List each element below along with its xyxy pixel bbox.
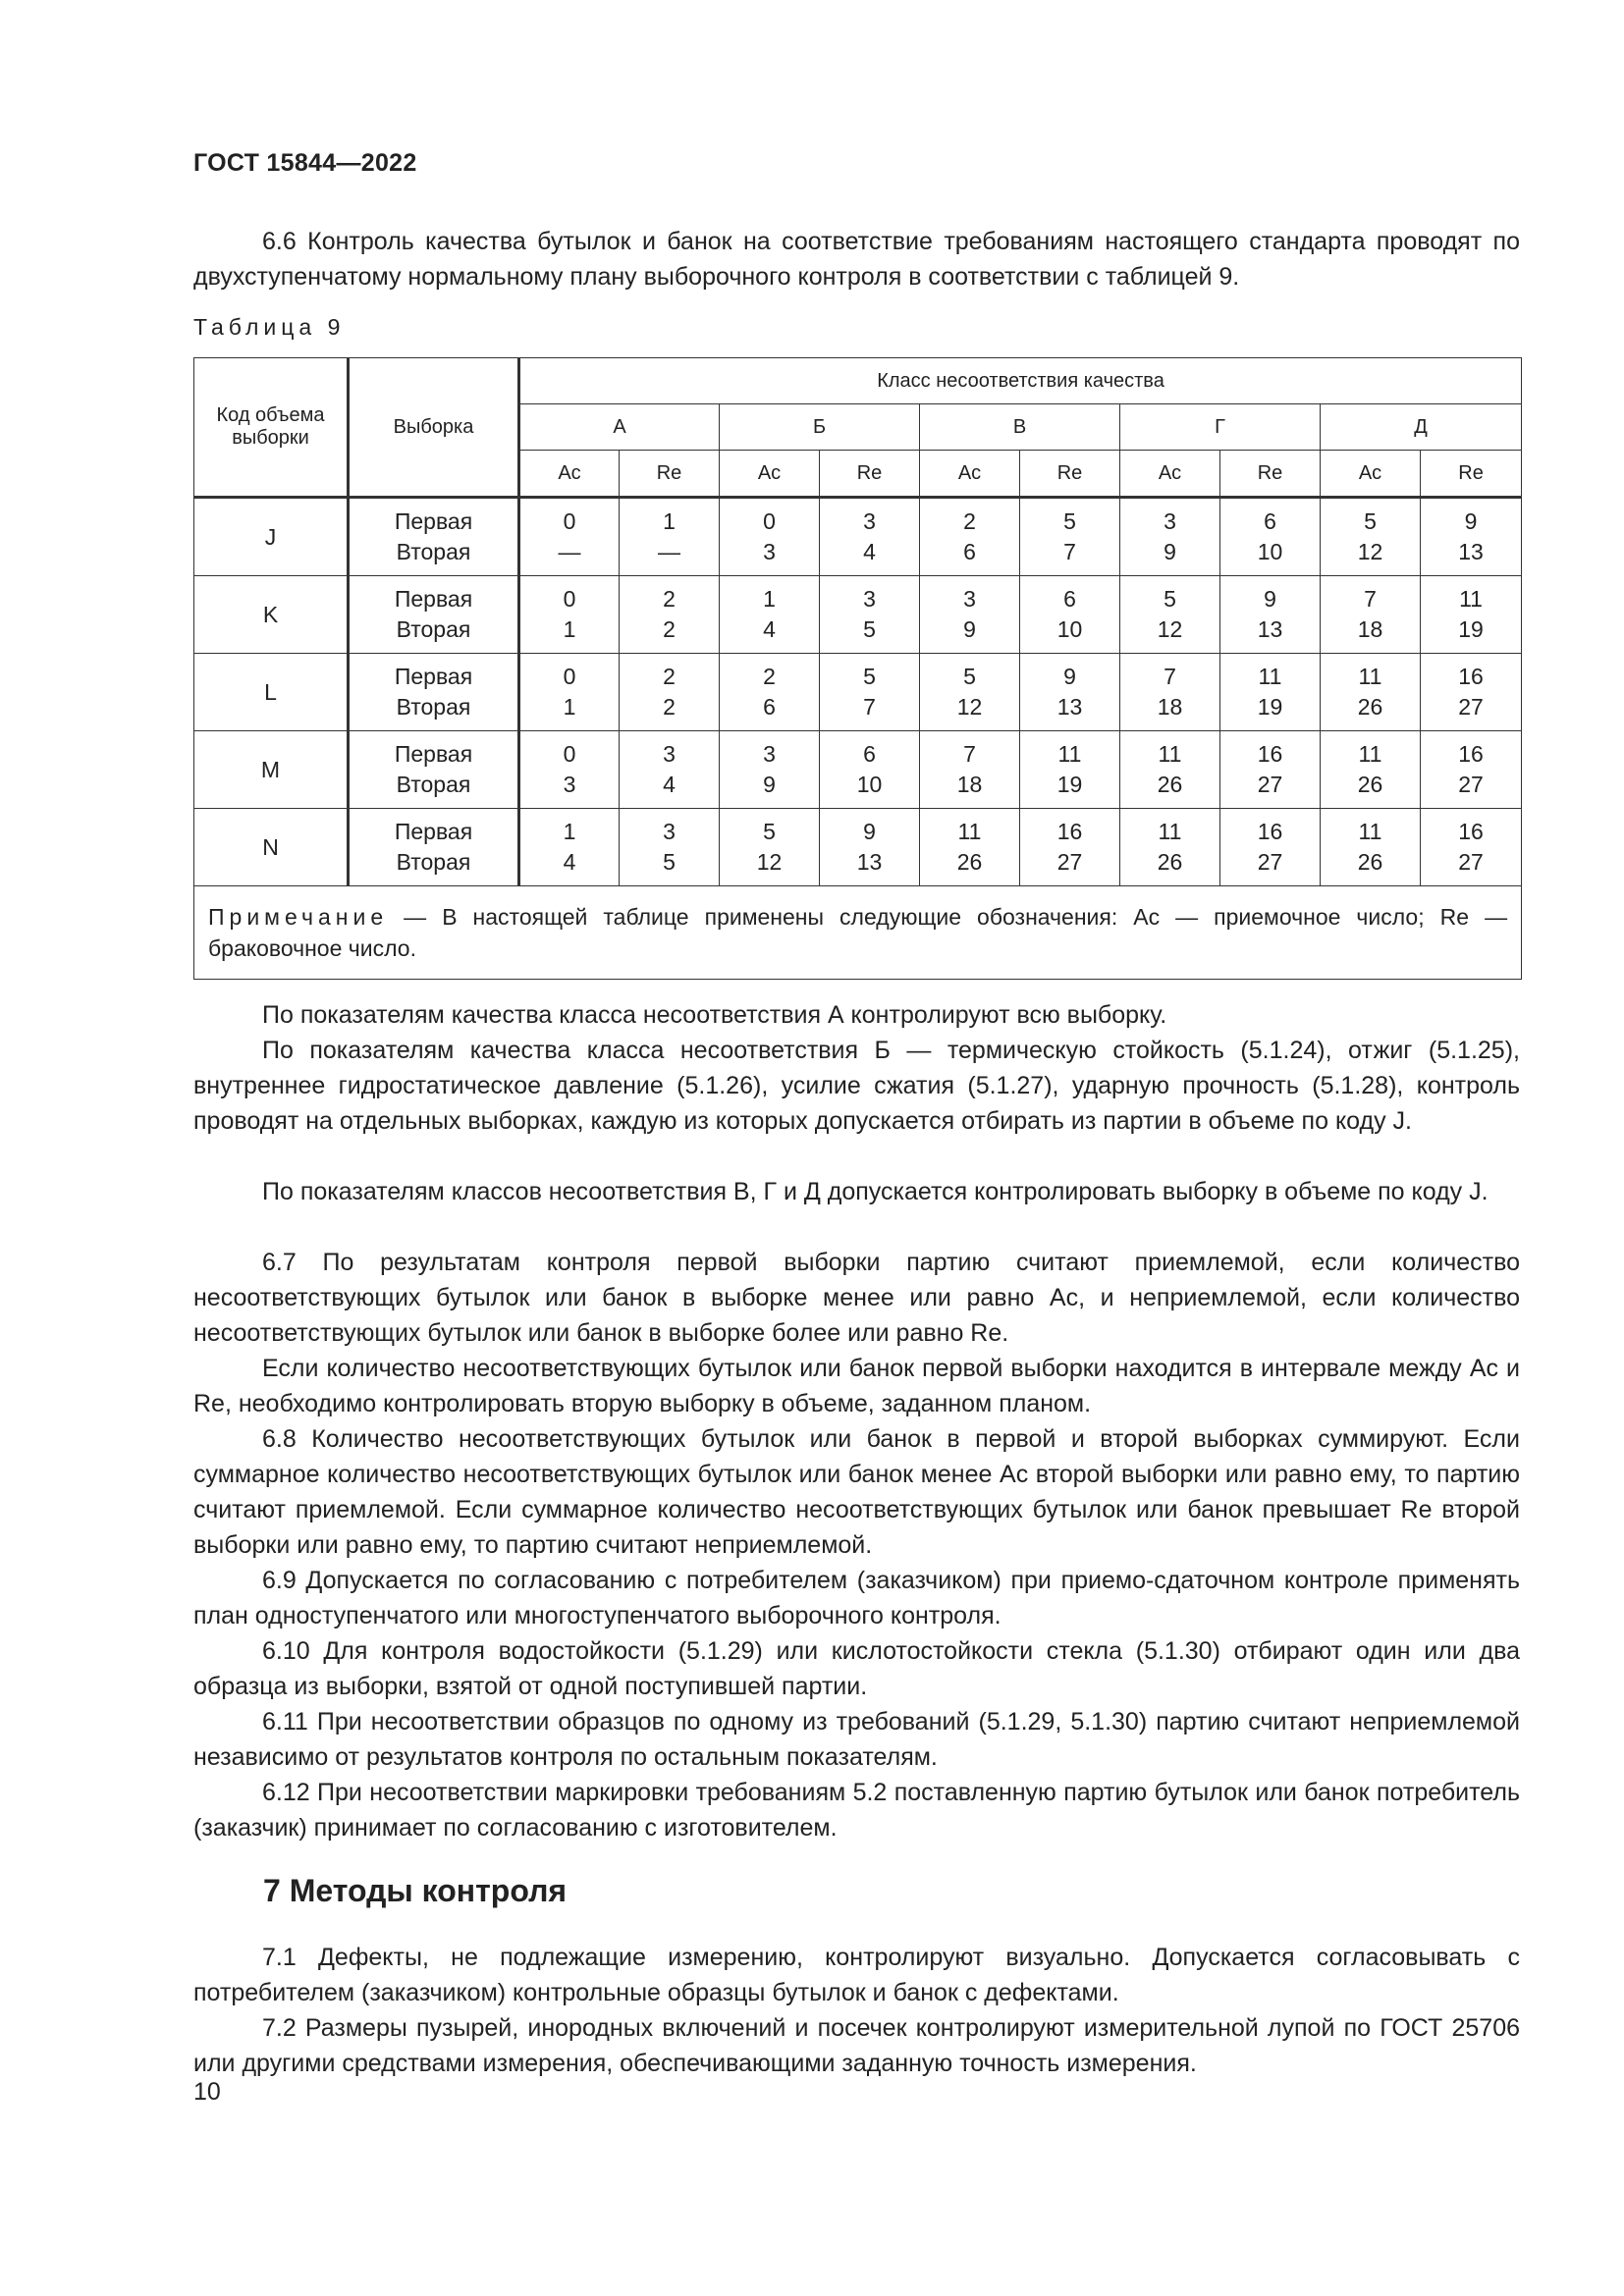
ac-value-cell xyxy=(1321,498,1421,576)
first-sample-value: 11 xyxy=(1057,741,1082,767)
ac-value-cell xyxy=(519,576,620,654)
first-sample-value: 11 xyxy=(1158,819,1182,844)
second-sample-value: 27 xyxy=(1458,694,1484,720)
header-re: Re xyxy=(620,451,720,498)
second-sample-value: 7 xyxy=(863,694,876,720)
table-note-label: Примечание xyxy=(208,904,389,930)
ac-value-cell xyxy=(1120,576,1220,654)
first-sample-value: 9 xyxy=(863,819,876,844)
ac-value-cell xyxy=(519,654,620,731)
first-sample-value: 6 xyxy=(863,741,876,767)
second-sample-value: 10 xyxy=(1056,616,1083,642)
re-value-cell xyxy=(1421,809,1522,886)
table-row xyxy=(194,654,1522,731)
re-value-cell xyxy=(1421,576,1522,654)
second-sample-value: 4 xyxy=(663,772,676,797)
second-sample-value: 13 xyxy=(1056,694,1083,720)
re-value-cell xyxy=(620,654,720,731)
first-sample-value: 11 xyxy=(1158,741,1182,767)
first-sample-value: 0 xyxy=(763,508,776,534)
first-sample-value: 9 xyxy=(1063,664,1076,689)
sample-code-cell: M xyxy=(194,731,349,809)
first-sample-label: Первая xyxy=(394,819,473,844)
first-sample-label: Первая xyxy=(394,664,473,689)
re-value-cell xyxy=(620,576,720,654)
second-sample-value: 27 xyxy=(1458,772,1484,797)
header-ac: Ac xyxy=(720,451,820,498)
first-sample-value: 5 xyxy=(863,664,876,689)
first-sample-label: Первая xyxy=(394,508,473,534)
header-re: Re xyxy=(1421,451,1522,498)
paragraph-6-10: 6.10 Для контроля водостойкости (5.1.29) или кислотостойкости стекла (5.1.30) отбирают один или два образца из выборки, взятой от одной поступившей партии. xyxy=(193,1637,1520,1700)
first-sample-value: 0 xyxy=(563,508,576,534)
first-sample-value: 3 xyxy=(963,586,976,612)
header-ac: Ac xyxy=(1321,451,1421,498)
first-sample-value: 7 xyxy=(963,741,976,767)
ac-value-cell xyxy=(519,498,620,576)
re-value-cell xyxy=(1421,731,1522,809)
second-sample-value: 1 xyxy=(563,694,576,720)
re-value-cell xyxy=(1220,654,1321,731)
second-sample-label: Вторая xyxy=(396,616,471,642)
header-class-d: Д xyxy=(1321,404,1522,451)
second-sample-value: 26 xyxy=(1357,772,1383,797)
first-sample-value: 5 xyxy=(963,664,976,689)
first-sample-value: 0 xyxy=(563,741,576,767)
first-sample-value: 7 xyxy=(1364,586,1377,612)
first-sample-value: 0 xyxy=(563,664,576,689)
first-sample-value: 5 xyxy=(763,819,776,844)
second-sample-value: 18 xyxy=(956,772,983,797)
second-sample-value: 18 xyxy=(1357,616,1383,642)
sample-code-cell: N xyxy=(194,809,349,886)
re-value-cell xyxy=(1020,809,1120,886)
paragraph-6-11: 6.11 При несоответствии образцов по одному из требований (5.1.29, 5.1.30) партию считают неприемлемой независимо от результатов контроля по остальным показателям. xyxy=(193,1708,1520,1771)
first-sample-value: 16 xyxy=(1458,741,1484,767)
sample-stage-cell xyxy=(349,654,519,731)
second-sample-value: 10 xyxy=(856,772,883,797)
first-sample-label: Первая xyxy=(394,586,473,612)
first-sample-value: 6 xyxy=(1063,586,1076,612)
table-row xyxy=(194,731,1522,809)
first-sample-value: 16 xyxy=(1458,664,1484,689)
second-sample-value: 12 xyxy=(1357,539,1383,564)
ac-value-cell xyxy=(920,731,1020,809)
first-sample-value: 11 xyxy=(1358,819,1382,844)
header-class-g: Г xyxy=(1120,404,1321,451)
second-sample-value: 26 xyxy=(1157,772,1183,797)
second-sample-value: 3 xyxy=(763,539,776,564)
first-sample-value: 16 xyxy=(1458,819,1484,844)
header-class-v: В xyxy=(920,404,1120,451)
first-sample-value: 2 xyxy=(663,664,676,689)
re-value-cell xyxy=(1421,654,1522,731)
ac-value-cell xyxy=(519,731,620,809)
first-sample-value: 3 xyxy=(663,819,676,844)
second-sample-value: 13 xyxy=(1458,539,1484,564)
header-re: Re xyxy=(1220,451,1321,498)
ac-value-cell xyxy=(720,576,820,654)
first-sample-value: 0 xyxy=(563,586,576,612)
first-sample-value: 16 xyxy=(1257,741,1283,767)
first-sample-value: 1 xyxy=(563,819,576,844)
second-sample-value: 9 xyxy=(763,772,776,797)
paragraph-7-1: 7.1 Дефекты, не подлежащие измерению, контролируют визуально. Допускается согласовывать с потребителем (заказчиком) контрольные образцы бутылок и банок с дефектами. xyxy=(193,1944,1520,2006)
sample-code-cell: L xyxy=(194,654,349,731)
first-sample-value: 16 xyxy=(1257,819,1283,844)
sampling-plan-table xyxy=(193,357,1522,980)
re-value-cell xyxy=(820,498,920,576)
first-sample-value: 11 xyxy=(957,819,982,844)
header-sample: Выборка xyxy=(349,358,519,498)
ac-value-cell xyxy=(1321,654,1421,731)
paragraph-6-9: 6.9 Допускается по согласованию с потребителем (заказчиком) при приемо-сдаточном контроле применять план одноступенчатого или многоступенчатого выборочного контроля. xyxy=(193,1567,1520,1629)
second-sample-value: 13 xyxy=(856,849,883,875)
first-sample-value: 6 xyxy=(1264,508,1276,534)
first-sample-value: 2 xyxy=(763,664,776,689)
paragraph-classes-vgd: По показателям классов несоответствия В, Г и Д допускается контролировать выборку в объеме по коду J. xyxy=(262,1178,1489,1205)
ac-value-cell xyxy=(920,809,1020,886)
first-sample-value: 3 xyxy=(663,741,676,767)
first-sample-value: 11 xyxy=(1358,741,1382,767)
second-sample-value: 2 xyxy=(663,616,676,642)
header-class-a: А xyxy=(519,404,720,451)
second-sample-value: 12 xyxy=(956,694,983,720)
re-value-cell xyxy=(620,809,720,886)
ac-value-cell xyxy=(720,654,820,731)
first-sample-value: 3 xyxy=(863,508,876,534)
second-sample-value: 13 xyxy=(1257,616,1283,642)
second-sample-label: Вторая xyxy=(396,849,471,875)
paragraph-7-2: 7.2 Размеры пузырей, инородных включений и посечек контролируют измерительной лупой по ГОСТ 25706 или другими средствами измерения, обеспечивающими заданную точность измерения. xyxy=(193,2014,1520,2077)
second-sample-value: 6 xyxy=(763,694,776,720)
first-sample-value: 3 xyxy=(763,741,776,767)
first-sample-value: 2 xyxy=(663,586,676,612)
sample-code-cell: K xyxy=(194,576,349,654)
header-nonconformity-class: Класс несоответствия качества xyxy=(519,358,1522,404)
ac-value-cell xyxy=(1120,654,1220,731)
re-value-cell xyxy=(820,654,920,731)
second-sample-value: 9 xyxy=(1164,539,1176,564)
second-sample-value: 9 xyxy=(963,616,976,642)
ac-value-cell xyxy=(720,731,820,809)
ac-value-cell xyxy=(920,498,1020,576)
table-note-text: — В настоящей таблице применены следующие обозначения: Ac — приемочное число; Re — браковочное число. xyxy=(208,904,1508,961)
second-sample-value: 27 xyxy=(1257,772,1283,797)
second-sample-value: 6 xyxy=(963,539,976,564)
sample-stage-cell xyxy=(349,809,519,886)
first-sample-value: 5 xyxy=(1364,508,1377,534)
second-sample-value: 2 xyxy=(663,694,676,720)
re-value-cell xyxy=(1220,498,1321,576)
re-value-cell xyxy=(820,809,920,886)
paragraph-6-6: 6.6 Контроль качества бутылок и банок на соответствие требованиям настоящего стандарта проводят по двухступенчатому нормальному плану выборочного контроля в соответствии с таблицей 9. xyxy=(193,228,1520,291)
ac-value-cell xyxy=(720,498,820,576)
second-sample-value: 5 xyxy=(663,849,676,875)
second-sample-value: 18 xyxy=(1157,694,1183,720)
re-value-cell xyxy=(620,498,720,576)
second-sample-value: 26 xyxy=(956,849,983,875)
paragraph-6-12: 6.12 При несоответствии маркировки требованиям 5.2 поставленную партию бутылок или банок потребитель (заказчик) принимает по согласованию с изготовителем. xyxy=(193,1779,1520,1842)
re-value-cell xyxy=(1220,809,1321,886)
first-sample-value: 3 xyxy=(863,586,876,612)
re-value-cell xyxy=(620,731,720,809)
second-sample-label: Вторая xyxy=(396,694,471,720)
ac-value-cell xyxy=(920,654,1020,731)
second-sample-value: 27 xyxy=(1458,849,1484,875)
re-value-cell xyxy=(820,576,920,654)
first-sample-label: Первая xyxy=(394,741,473,767)
second-sample-value: 12 xyxy=(756,849,783,875)
second-sample-label: Вторая xyxy=(396,772,471,797)
first-sample-value: 11 xyxy=(1358,664,1382,689)
ac-value-cell xyxy=(1120,731,1220,809)
second-sample-label: Вторая xyxy=(396,539,471,564)
header-ac: Ac xyxy=(1120,451,1220,498)
second-sample-value: 4 xyxy=(563,849,576,875)
ac-value-cell xyxy=(1120,498,1220,576)
section-title: 7 Методы контроля xyxy=(263,1873,568,1908)
sample-stage-cell xyxy=(349,731,519,809)
second-sample-value: 26 xyxy=(1157,849,1183,875)
second-sample-value: 19 xyxy=(1056,772,1083,797)
header-sample-code: Код объема выборки xyxy=(194,358,349,498)
table-caption: Таблица 9 xyxy=(193,314,346,340)
second-sample-value: 27 xyxy=(1056,849,1083,875)
re-value-cell xyxy=(1421,498,1522,576)
re-value-cell xyxy=(1020,731,1120,809)
re-value-cell xyxy=(1020,498,1120,576)
first-sample-value: 11 xyxy=(1459,586,1483,612)
second-sample-value: 10 xyxy=(1257,539,1283,564)
first-sample-value: 7 xyxy=(1164,664,1176,689)
second-sample-value: 4 xyxy=(763,616,776,642)
ac-value-cell xyxy=(1321,731,1421,809)
sample-stage-cell xyxy=(349,498,519,576)
paragraph-6-7-second: Если количество несоответствующих бутылок или банок первой выборки находится в интервале между Ac и Re, необходимо контролировать вторую выборку в объеме, заданном планом. xyxy=(193,1355,1520,1417)
second-sample-value: 1 xyxy=(563,616,576,642)
second-sample-value: 26 xyxy=(1357,694,1383,720)
second-sample-value: 27 xyxy=(1257,849,1283,875)
header-ac: Ac xyxy=(519,451,620,498)
second-sample-value: 26 xyxy=(1357,849,1383,875)
paragraph-6-8: 6.8 Количество несоответствующих бутылок или банок в первой и второй выборках суммируют. Если суммарное количество несоответствующих бутылок или банок менее Ac второй выборки или равно ему, то партию считают приемлемой. Если суммарное количество несоответствующих бутылок или банок превышает Re второй выборки или равно ему, то партию считают неприемлемой. xyxy=(193,1425,1520,1559)
document-header: ГОСТ 15844—2022 xyxy=(193,149,417,177)
second-sample-value: 19 xyxy=(1257,694,1283,720)
second-sample-value: 7 xyxy=(1063,539,1076,564)
ac-value-cell xyxy=(720,809,820,886)
ac-value-cell xyxy=(519,809,620,886)
sample-code-cell: J xyxy=(194,498,349,576)
page-number: 10 xyxy=(193,2078,221,2106)
second-sample-value: — xyxy=(658,539,680,564)
ac-value-cell xyxy=(1321,576,1421,654)
table-row xyxy=(194,498,1522,576)
first-sample-value: 9 xyxy=(1264,586,1276,612)
first-sample-value: 9 xyxy=(1464,508,1478,534)
first-sample-value: 5 xyxy=(1063,508,1076,534)
header-re: Re xyxy=(1020,451,1120,498)
re-value-cell xyxy=(820,731,920,809)
table-note xyxy=(194,886,1522,980)
ac-value-cell xyxy=(1120,809,1220,886)
re-value-cell xyxy=(1020,576,1120,654)
second-sample-value: 4 xyxy=(863,539,876,564)
table-row xyxy=(194,576,1522,654)
paragraph-class-a: По показателям качества класса несоответствия А контролируют всю выборку. xyxy=(262,1001,1167,1029)
second-sample-value: — xyxy=(558,539,581,564)
table-row xyxy=(194,809,1522,886)
paragraph-class-b: По показателям качества класса несоответствия Б — термическую стойкость (5.1.24), отжиг (5.1.25), внутреннее гидростатическое давление (5.1.26), усилие сжатия (5.1.27), ударную прочность (5.1.28), контроль проводят на отдельных выборках, каждую из которых допускается отбирать из партии в объеме по коду J. xyxy=(193,1037,1520,1135)
first-sample-value: 2 xyxy=(963,508,976,534)
first-sample-value: 3 xyxy=(1164,508,1176,534)
first-sample-value: 16 xyxy=(1056,819,1083,844)
header-class-b: Б xyxy=(720,404,920,451)
header-ac: Ac xyxy=(920,451,1020,498)
first-sample-value: 1 xyxy=(663,508,676,534)
second-sample-value: 3 xyxy=(563,772,576,797)
re-value-cell xyxy=(1220,731,1321,809)
ac-value-cell xyxy=(920,576,1020,654)
header-re: Re xyxy=(820,451,920,498)
second-sample-value: 5 xyxy=(863,616,876,642)
second-sample-value: 19 xyxy=(1458,616,1484,642)
re-value-cell xyxy=(1220,576,1321,654)
second-sample-value: 12 xyxy=(1157,616,1183,642)
re-value-cell xyxy=(1020,654,1120,731)
first-sample-value: 1 xyxy=(763,586,776,612)
sample-stage-cell xyxy=(349,576,519,654)
ac-value-cell xyxy=(1321,809,1421,886)
first-sample-value: 11 xyxy=(1258,664,1282,689)
first-sample-value: 5 xyxy=(1164,586,1176,612)
paragraph-6-7: 6.7 По результатам контроля первой выборки партию считают приемлемой, если количество несоответствующих бутылок или банок в выборке менее или равно Ac, и неприемлемой, если количество несоответствующих бутылок или банок в выборке более или равно Re. xyxy=(193,1249,1520,1347)
